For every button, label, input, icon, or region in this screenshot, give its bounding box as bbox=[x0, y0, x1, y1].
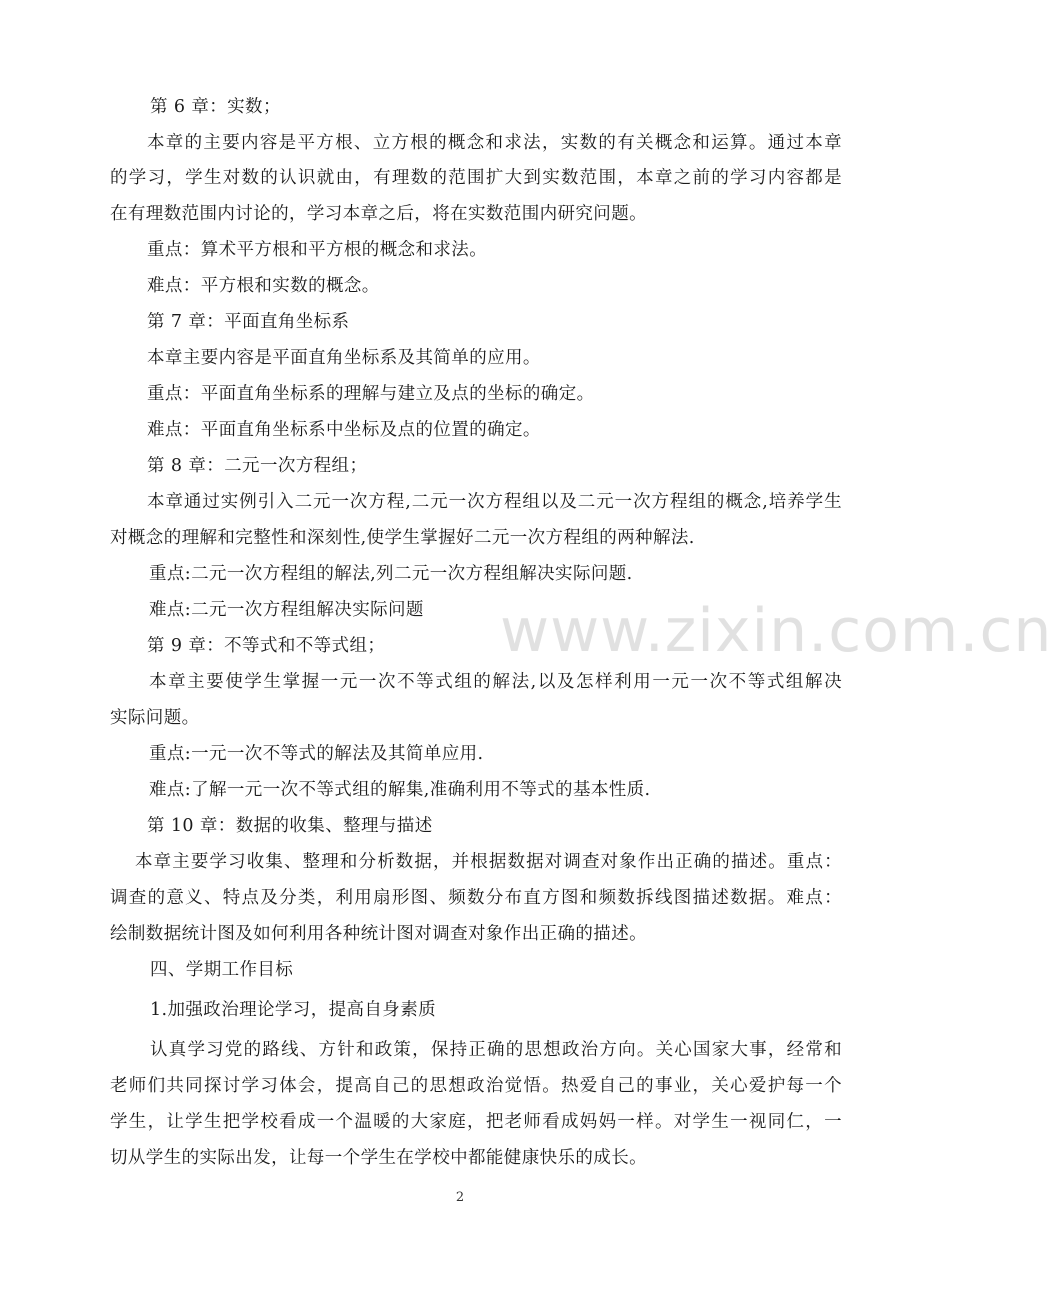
difficulty-line: 难点：平面直角坐标系中坐标及点的位置的确定。 bbox=[147, 420, 541, 440]
chapter-6-heading: 第 6 章：实数； bbox=[150, 97, 281, 117]
text-line: 本章通过实例引入二元一次方程,二元一次方程组以及二元一次方程组的概念,培养学生 bbox=[147, 492, 842, 512]
text-line: 实际问题。 bbox=[110, 708, 200, 728]
text-line: 绘制数据统计图及如何利用各种统计图对调查对象作出正确的描述。 bbox=[110, 924, 647, 944]
text-line: 本章主要内容是平面直角坐标系及其简单的应用。 bbox=[147, 348, 541, 368]
text-line: 学生，让学生把学校看成一个温暖的大家庭，把老师看成妈妈一样。对学生一视同仁，一 bbox=[110, 1112, 842, 1132]
chapter-9-heading: 第 9 章：不等式和不等式组； bbox=[147, 636, 386, 656]
text-line: 本章主要使学生掌握一元一次不等式组的解法,以及怎样利用一元一次不等式组解决 bbox=[149, 672, 842, 692]
key-point-line: 重点：算术平方根和平方根的概念和求法。 bbox=[147, 240, 488, 260]
key-point-line: 重点:二元一次方程组的解法,列二元一次方程组解决实际问题. bbox=[149, 564, 633, 584]
chapter-8-heading: 第 8 章：二元一次方程组； bbox=[147, 456, 368, 476]
text-line: 本章的主要内容是平方根、立方根的概念和求法，实数的有关概念和运算。通过本章 bbox=[147, 133, 842, 153]
text-line: 在有理数范围内讨论的，学习本章之后，将在实数范围内研究问题。 bbox=[110, 204, 647, 224]
difficulty-line: 难点：平方根和实数的概念。 bbox=[147, 276, 380, 296]
key-point-line: 重点:一元一次不等式的解法及其简单应用. bbox=[149, 744, 484, 764]
text-line: 切从学生的实际出发，让每一个学生在学校中都能健康快乐的成长。 bbox=[110, 1148, 647, 1168]
page-number: 2 bbox=[455, 1190, 465, 1205]
text-line: 的学习，学生对数的认识就由，有理数的范围扩大到实数范围，本章之前的学习内容都是 bbox=[110, 168, 842, 188]
watermark: www.zixin.com.cn bbox=[500, 596, 1052, 666]
text-line: 本章主要学习收集、整理和分析数据，并根据数据对调查对象作出正确的描述。重点： bbox=[135, 852, 842, 872]
text-line: 认真学习党的路线、方针和政策，保持正确的思想政治方向。关心国家大事，经常和 bbox=[150, 1040, 842, 1060]
section-heading: 四、学期工作目标 bbox=[150, 960, 294, 980]
subsection-heading: 1.加强政治理论学习，提高自身素质 bbox=[150, 1000, 436, 1020]
text-line: 对概念的理解和完整性和深刻性,使学生掌握好二元一次方程组的两种解法. bbox=[110, 528, 695, 548]
key-point-line: 重点：平面直角坐标系的理解与建立及点的坐标的确定。 bbox=[147, 384, 595, 404]
text-line: 老师们共同探讨学习体会，提高自己的思想政治觉悟。热爱自己的事业，关心爱护每一个 bbox=[110, 1076, 842, 1096]
difficulty-line: 难点:二元一次方程组解决实际问题 bbox=[149, 600, 424, 620]
difficulty-line: 难点:了解一元一次不等式组的解集,准确利用不等式的基本性质. bbox=[149, 780, 651, 800]
chapter-10-heading: 第 10 章：数据的收集、整理与描述 bbox=[147, 816, 433, 836]
chapter-7-heading: 第 7 章：平面直角坐标系 bbox=[147, 312, 350, 332]
text-line: 调查的意义、特点及分类，利用扇形图、频数分布直方图和频数拆线图描述数据。难点： bbox=[110, 888, 842, 908]
